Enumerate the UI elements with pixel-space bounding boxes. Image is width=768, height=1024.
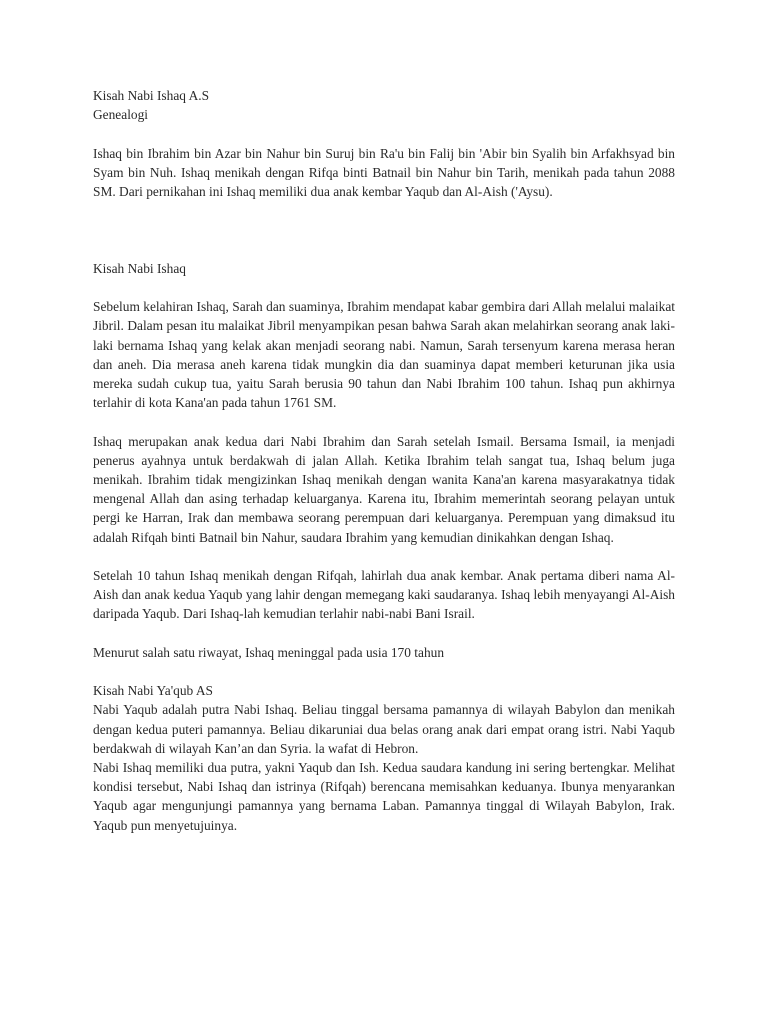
spacer — [93, 278, 675, 297]
document-title: Kisah Nabi Ishaq A.S — [93, 88, 210, 103]
ishaq-paragraph-4: Menurut salah satu riwayat, Ishaq meninggal pada usia 170 tahun — [93, 644, 445, 660]
spacer — [93, 124, 675, 143]
ishaq-paragraph-3: Setelah 10 tahun Ishaq menikah dengan Rifqah, lahirlah dua anak kembar. Anak pertama diberi nama Al-Aish dan anak kedua Yaqub yang lahir dengan memegang kaki saudaranya. Ishaq lebih menyayangi Al-Aish daripada Yaqub. Dari Ishaq-lah kemudian terlahir nabi-nabi Bani Israil. — [93, 568, 675, 622]
document-subtitle: Genealogi — [93, 107, 149, 123]
spacer — [93, 201, 675, 259]
ishaq-paragraph-2: Ishaq merupakan anak kedua dari Nabi Ibrahim dan Sarah setelah Ismail. Bersama Ismail, ia menjadi penerus ayahnya untuk berdakwah di jalan Allah. Ketika Ibrahim telah sangat tua, Ishaq belum juga menikah. Ibrahim tidak mengizinkan Ishaq menikah dengan wanita Kana'an karena masyarakatnya tidak mengenal Allah dan asing terhadap keluarganya. Karena itu, Ibrahim memerintah seorang pelayan untuk pergi ke Harran, Irak dan membawa seorang perempuan dari keluarganya. Perempuan yang dimaksud itu adalah Rifqah binti Batnail bin Nahur, saudara Ibrahim yang kemudian dinikahkan dengan Ishaq. — [93, 433, 675, 545]
spacer — [93, 547, 675, 566]
genealogy-paragraph: Ishaq bin Ibrahim bin Azar bin Nahur bin Suruj bin Ra'u bin Falij bin 'Abir bin Syalih bin Arfakhsyad bin Syam bin Nuh. Ishaq menikah dengan Rifqa binti Batnail bin Nahur bin Tarih, menikah pada tahun 2088 SM. Dari pernikahan ini Ishaq memiliki dua anak kembar Yaqub dan Al-Aish ('Aysu). — [93, 145, 675, 199]
yaqub-paragraph-2: Nabi Ishaq memiliki dua putra, yakni Yaqub dan Ish. Kedua saudara kandung ini sering bertengkar. Melihat kondisi tersebut, Nabi Ishaq dan istrinya (Rifqah) berencana memisahkan keduanya. Ibunya menyarankan Yaqub agar mengunjungi pamannya yang bernama Laban. Pamannya tinggal di Wilayah Babylon, Irak. Yaqub pun menyetujuinya. — [93, 760, 675, 833]
spacer — [93, 412, 675, 431]
ishaq-paragraph-1: Sebelum kelahiran Ishaq, Sarah dan suaminya, Ibrahim mendapat kabar gembira dari Allah melalui malaikat Jibril. Dalam pesan itu malaikat Jibril menyampikan pesan bahwa Sarah akan melahirkan seorang anak laki-laki bernama Ishaq yang kelak akan menjadi seorang nabi. Namun, Sarah tersenyum karena merasa heran dan aneh. Dia merasa aneh karena tidak mungkin dia dan suaminya dapat memberi keturunan jika usia mereka sudah cukup tua, yaitu Sarah berusia 90 tahun dan Nabi Ibrahim 100 tahun. Ishaq pun akhirnya terlahir di kota Kana'an pada tahun 1761 SM. — [93, 299, 675, 411]
spacer — [93, 662, 675, 681]
yaqub-paragraph-1: Nabi Yaqub adalah putra Nabi Ishaq. Beliau tinggal bersama pamannya di wilayah Babylon dan menikah dengan kedua puteri pamannya. Beliau dikaruniai dua belas orang anak dari empat orang istri. Nabi Yaqub berdakwah di wilayah Kan’an dan Syria. la wafat di Hebron. — [93, 702, 675, 756]
document-body — [93, 86, 675, 835]
spacer — [93, 624, 675, 643]
section-heading-ishaq: Kisah Nabi Ishaq — [93, 260, 186, 276]
section-heading-yaqub: Kisah Nabi Ya'qub AS — [93, 683, 213, 699]
